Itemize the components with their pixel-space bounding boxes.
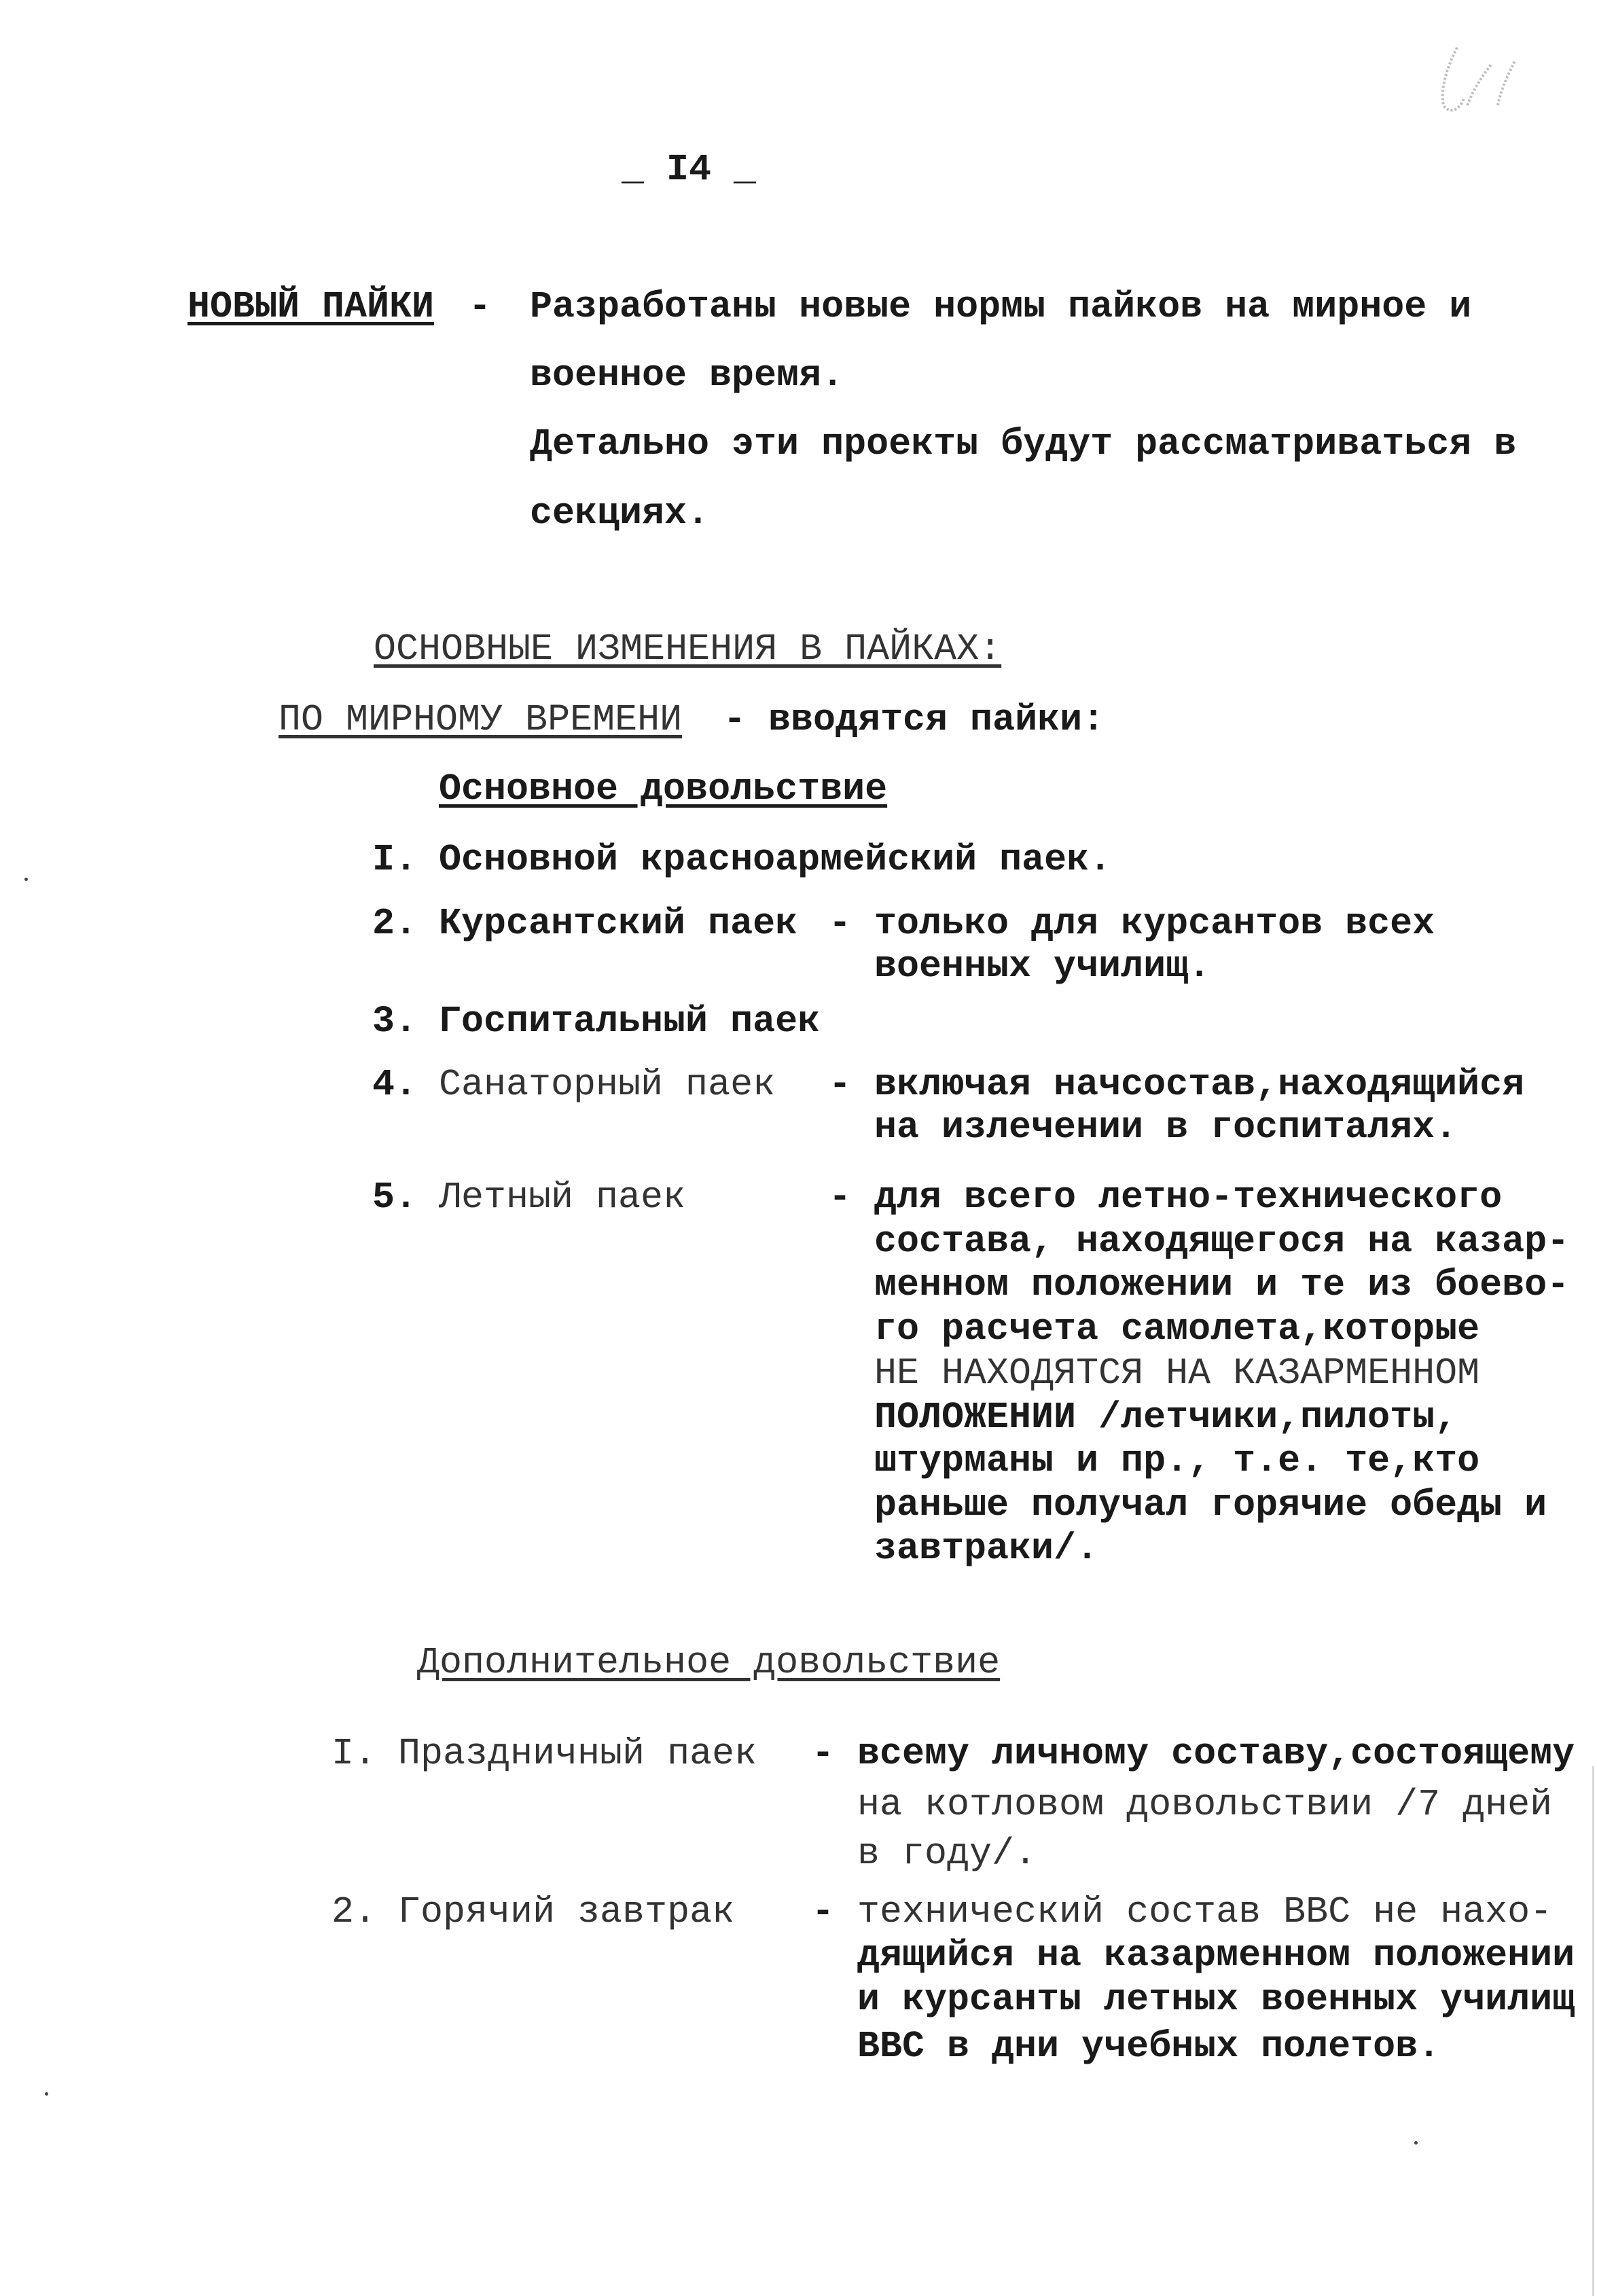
intro-line: Детально эти проекты будут рассматриваться в bbox=[530, 423, 1517, 465]
item-desc: менном положении и те из боево- bbox=[874, 1263, 1570, 1306]
item-label: Госпитальный паек bbox=[439, 1000, 821, 1043]
item-number: 2. bbox=[331, 1890, 377, 1933]
item-desc: ПОЛОЖЕНИИ /летчики,пилоты, bbox=[874, 1396, 1458, 1439]
item-dash: - bbox=[829, 1063, 852, 1106]
item-number: I. bbox=[331, 1732, 377, 1775]
item-label: Курсантский паек bbox=[439, 902, 798, 945]
item-desc: го расчета самолета,которые bbox=[874, 1308, 1480, 1350]
item-desc: и курсанты летных военных училищ bbox=[857, 1978, 1575, 2021]
item-dash: - bbox=[812, 1890, 835, 1933]
item-label: Праздничный паек bbox=[398, 1732, 757, 1775]
page-number: _ I4 _ bbox=[622, 148, 757, 191]
item-desc: в году/. bbox=[857, 1832, 1037, 1875]
pencil-mark bbox=[1433, 41, 1522, 122]
item-desc: раньше получал горячие обеды и bbox=[874, 1484, 1547, 1526]
intro-term: НОВЫЙ ПАЙКИ bbox=[187, 285, 435, 328]
item-label: Основной красноармейский паек. bbox=[439, 838, 1112, 881]
basic-heading: Основное довольствие bbox=[439, 768, 888, 810]
intro-dash: - bbox=[469, 285, 492, 328]
item-number: 2. bbox=[372, 902, 418, 945]
item-number: 3. bbox=[372, 1000, 418, 1043]
scan-speck bbox=[24, 878, 28, 881]
item-label: Санаторный паек bbox=[439, 1063, 776, 1106]
item-dash: - bbox=[829, 1176, 852, 1219]
item-desc: завтраки/. bbox=[874, 1527, 1099, 1570]
item-desc: только для курсантов всех bbox=[874, 902, 1435, 945]
peacetime-rest: - вводятся пайки: bbox=[723, 698, 1105, 741]
item-number: 4. bbox=[372, 1063, 418, 1106]
item-label: Летный паек bbox=[439, 1176, 686, 1219]
item-number: 5. bbox=[372, 1176, 418, 1219]
item-dash: - bbox=[829, 902, 852, 945]
peacetime-label: ПО МИРНОМУ ВРЕМЕНИ bbox=[279, 698, 683, 741]
item-desc: штурманы и пр., т.е. те,кто bbox=[874, 1439, 1480, 1482]
item-desc: военных училищ. bbox=[874, 945, 1211, 988]
intro-line: военное время. bbox=[530, 354, 844, 397]
item-desc: НЕ НАХОДЯТСЯ НА КАЗАРМЕННОМ bbox=[874, 1352, 1480, 1395]
item-desc: включая начсостав,находящийся bbox=[874, 1063, 1525, 1106]
item-desc: на котловом довольствии /7 дней bbox=[857, 1783, 1553, 1826]
item-dash: - bbox=[812, 1732, 835, 1775]
item-label: Горячий завтрак bbox=[398, 1890, 735, 1933]
intro-line: секциях. bbox=[530, 492, 710, 535]
item-desc: ВВС в дни учебных полетов. bbox=[857, 2025, 1441, 2068]
item-number: I. bbox=[372, 838, 418, 881]
item-desc: всему личному составу,состоящему bbox=[857, 1732, 1575, 1775]
scan-speck bbox=[45, 2092, 48, 2096]
intro-line: Разработаны новые нормы пайков на мирное и bbox=[530, 285, 1472, 328]
additional-heading: Дополнительное довольствие bbox=[417, 1641, 1001, 1684]
scan-edge bbox=[1592, 1766, 1594, 2296]
item-desc: для всего летно-технического bbox=[874, 1176, 1503, 1219]
item-desc: на излечении в госпиталях. bbox=[874, 1106, 1458, 1149]
item-desc: технический состав ВВС не нахо- bbox=[857, 1890, 1553, 1933]
item-desc: дящийся на казарменном положении bbox=[857, 1934, 1575, 1977]
item-desc: состава, находящегося на казар- bbox=[874, 1220, 1570, 1263]
scan-speck bbox=[1414, 2141, 1418, 2145]
main-heading: ОСНОВНЫЕ ИЗМЕНЕНИЯ В ПАЙКАХ: bbox=[374, 628, 1002, 670]
